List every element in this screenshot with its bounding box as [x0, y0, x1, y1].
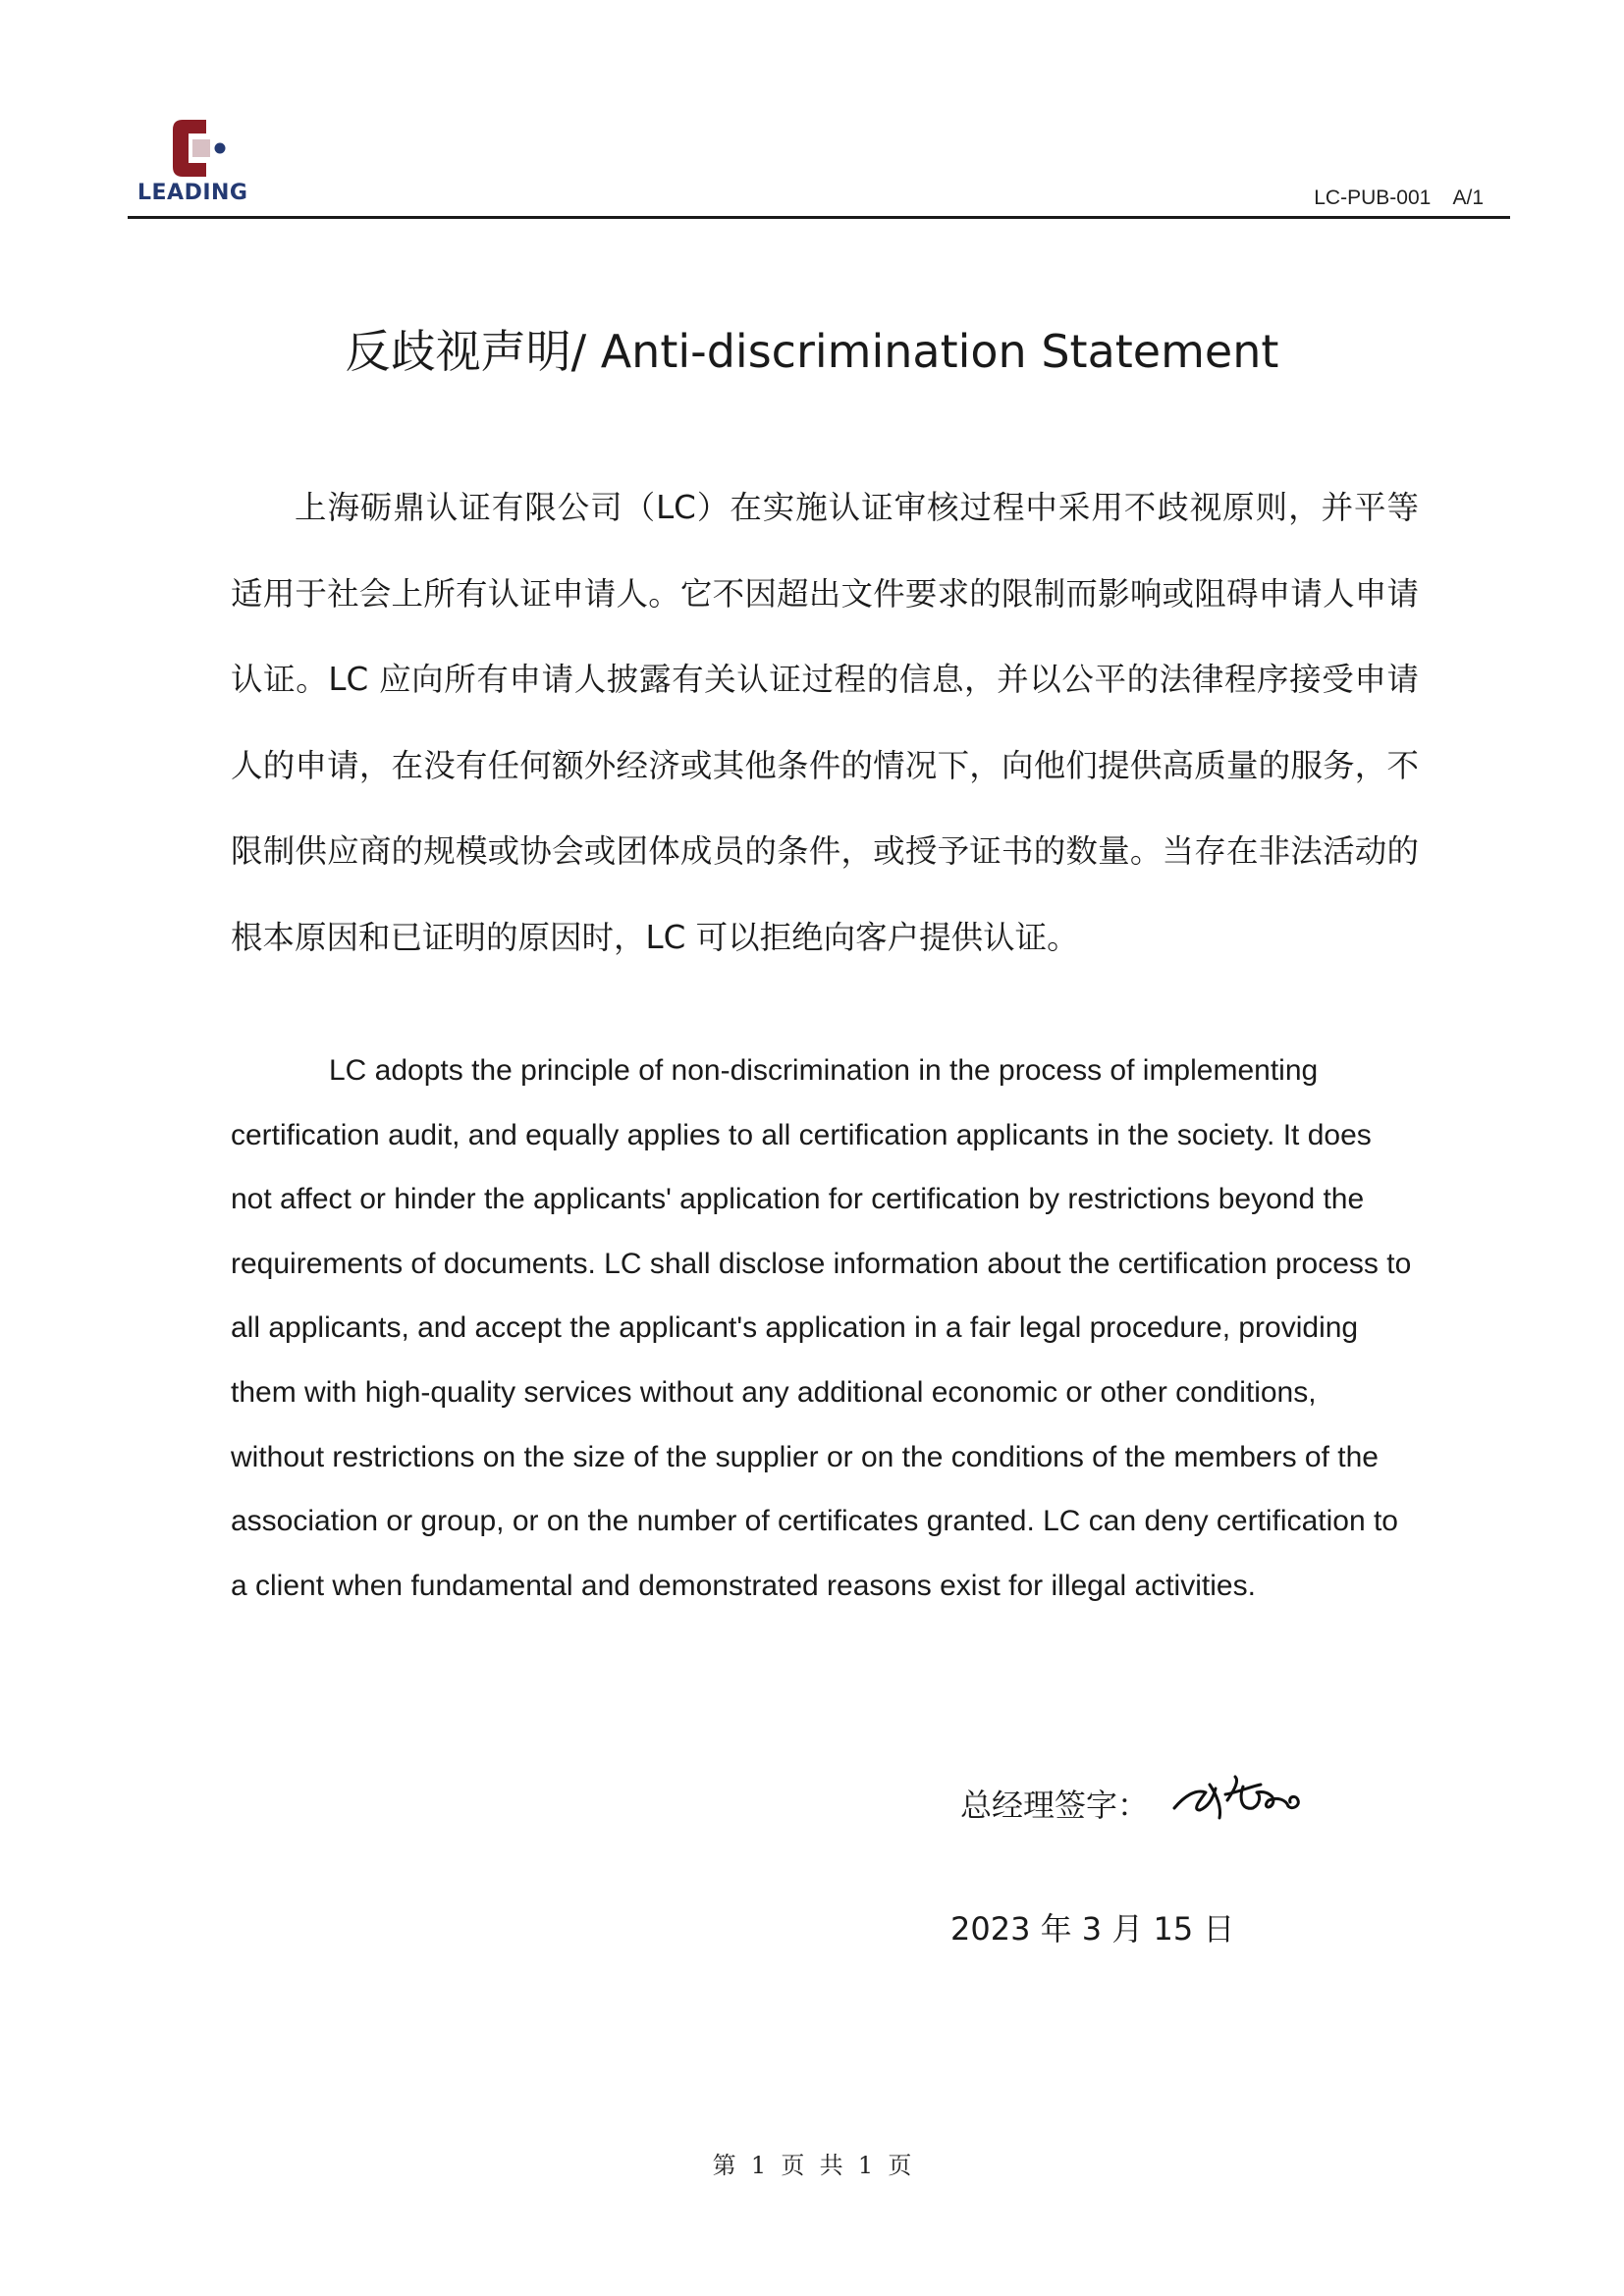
logo-wordmark: LEADING: [137, 181, 248, 205]
statement-paragraph-english: LC adopts the principle of non-discrimination in the process of implementing certification audit, and equally applies to all certification applicants in the society. It does not affect or hinder the applicants' application for certification by restrictions beyond the requirements of documents. LC shall disclose information about the certification process to all applicants, and accept the applicant's application in a fair legal procedure, providing them with high-quality services without any additional economic or other conditions, without restrictions on the size of the supplier or on the conditions of the members of the association or group, or on the number of certificates granted. LC can deny certification to a client when fundamental and demonstrated reasons exist for illegal activities.: [231, 1054, 1412, 1602]
document-code: LC-PUB-001 A/1: [1314, 187, 1484, 209]
header-divider: [128, 216, 1510, 219]
signature-date: 2023 年 3 月 15 日: [950, 1910, 1235, 1948]
leading-logo-icon: [173, 120, 228, 177]
page-number: 第 1 页 共 1 页: [712, 2152, 912, 2179]
signature-label: 总经理签字：: [960, 1787, 1150, 1824]
page-title: 反歧视声明/ Anti-discrimination Statement: [345, 325, 1279, 378]
company-logo: [135, 116, 273, 210]
statement-paragraph-chinese: 上海砺鼎认证有限公司（LC）在实施认证审核过程中采用不歧视原则，并平等适用于社会上所有认证申请人。它不因超出文件要求的限制而影响或阻碍申请人申请认证。LC 应向所有申请人披露有关认证过程的信息，并以公平的法律程序接受申请人的申请，在没有任何额外经济或其他条件的情况下，向他们提供高质量的服务，不限制供应商的规模或协会或团体成员的条件，或授予证书的数量。当存在非法活动的根本原因和已证明的原因时，LC 可以拒绝向客户提供认证。: [231, 489, 1419, 956]
handwritten-signature: [1170, 1767, 1327, 1826]
